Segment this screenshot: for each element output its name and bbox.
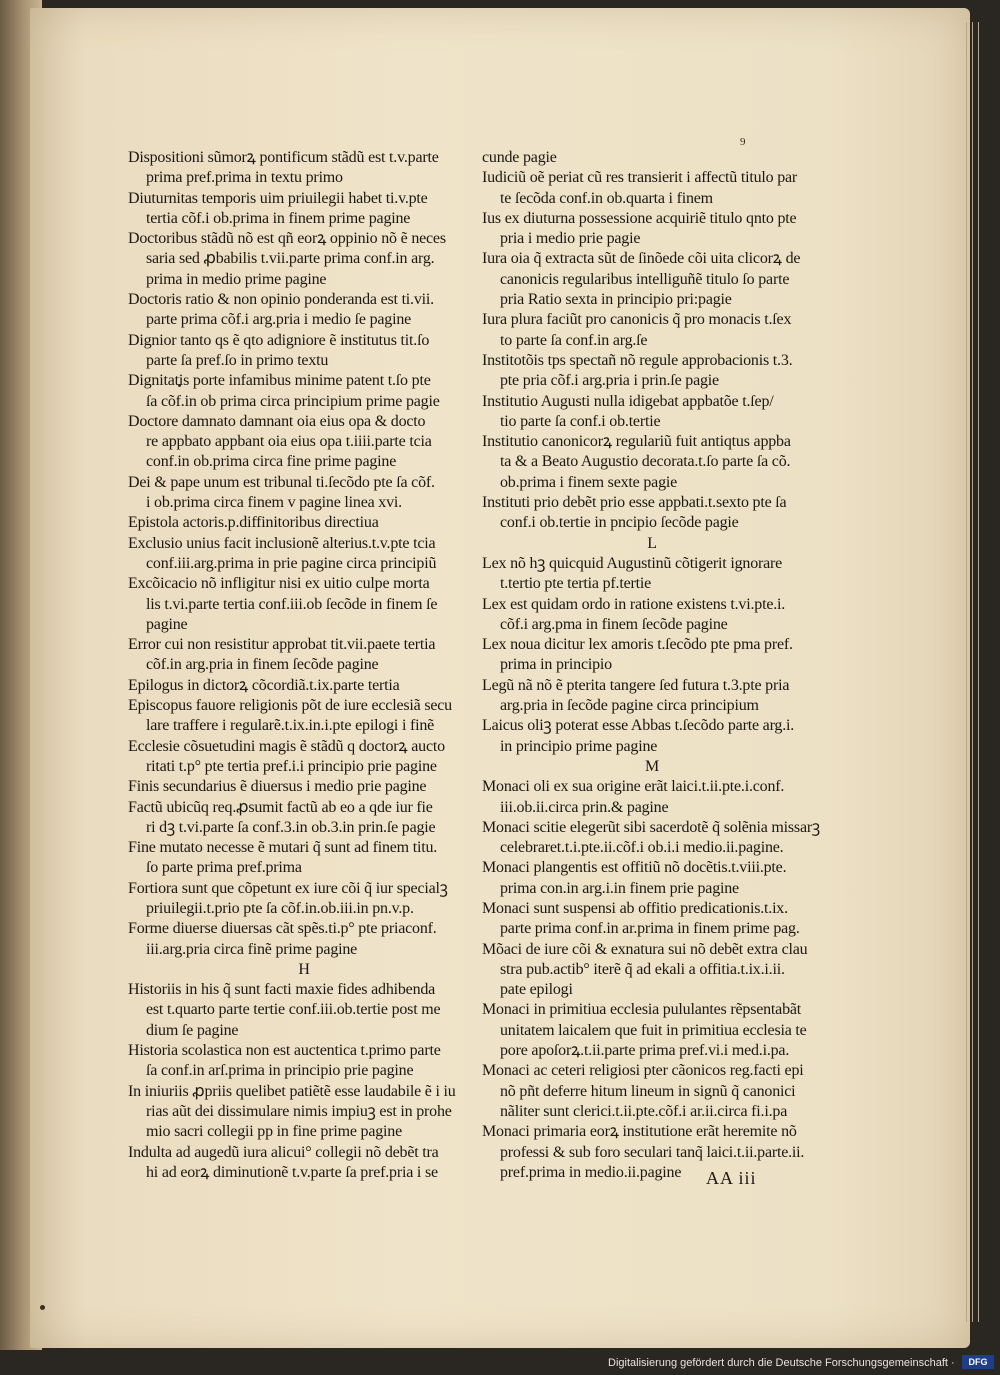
entry-continuation-line: conf.in ob.prima circa fine prime pagine xyxy=(146,453,397,471)
index-entry xyxy=(128,798,480,839)
entry-continuation-line: prima con.in arg.i.in finem prie pagine xyxy=(500,879,739,897)
entry-line: cunde pagie xyxy=(482,149,557,166)
entry-line: In iniuriis ꝓpriis quelibet patiẽtẽ esse laudabile ẽ i iu xyxy=(128,1082,456,1100)
entry-continuation-line: iii.ob.ii.circa prin.& pagine xyxy=(500,798,669,816)
index-entry xyxy=(482,818,822,859)
entry-continuation-line: cõf.in arg.pria in finem ſecõde pagine xyxy=(146,656,379,674)
index-column-right xyxy=(482,148,822,1183)
entry-continuation-line: prima in medio prime pagine xyxy=(146,270,327,288)
ink-speck xyxy=(40,1305,45,1310)
entry-line: Fortiora sunt que cõpetunt ex iure cõi q̃ iur specialꝫ xyxy=(128,879,448,897)
entry-continuation-line: priuilegii.t.prio pte ſa cõf.in.ob.iii.in pn.v.p. xyxy=(146,899,414,917)
entry-continuation-line: cõf.i arg.pma in finem ſecõde pagine xyxy=(500,615,728,633)
index-entry xyxy=(482,1000,822,1061)
entry-line: Dispositioni sũmorꝝ pontificum stãdũ est t.v.parte xyxy=(128,149,439,166)
entry-line: Factũ ubicũq req.ꝓsumit factũ ab eo a qde iur fie xyxy=(128,798,433,816)
entry-continuation-line: pate epilogi xyxy=(500,981,573,999)
page-edge xyxy=(972,22,973,1322)
section-letter: L xyxy=(647,534,657,552)
index-entry xyxy=(128,635,480,676)
entry-continuation-line: pref.prima in medio.ii.pagine xyxy=(500,1163,682,1181)
entry-line: Lex noua dicitur lex amoris t.ſecõdo pte pma pref. xyxy=(482,636,793,654)
index-entry xyxy=(482,899,822,940)
index-entry xyxy=(482,432,822,493)
entry-continuation-line: tio parte ſa conf.i ob.tertie xyxy=(500,412,661,430)
index-entry xyxy=(482,392,822,433)
entry-line: Epilogus in dictorꝝ cõcordiã.t.ix.parte tertia xyxy=(128,676,400,694)
index-entry xyxy=(128,534,480,575)
index-entry xyxy=(128,838,480,879)
section-letter: H xyxy=(298,960,310,978)
index-entry xyxy=(128,513,480,533)
entry-continuation-line: nõ pñt deferre hitum lineum in signũ q̃ canonici xyxy=(500,1082,796,1100)
index-entry xyxy=(482,1061,822,1122)
entry-continuation-line: prima in principio xyxy=(500,656,612,674)
entry-continuation-line: parte prima cõf.i arg.pria i medio ſe pagine xyxy=(146,311,412,329)
entry-continuation-line: to parte ſa conf.in arg.ſe xyxy=(500,331,648,349)
entry-line: Monaci scitie elegerũt sibi sacerdotẽ q̃ solẽnia missarꝫ xyxy=(482,818,820,836)
entry-line: Iura plura faciũt pro canonicis q̃ pro monacis t.ſex xyxy=(482,311,792,329)
entry-line: Institutio Augusti nulla idigebat appbatõe t.ſep/ xyxy=(482,392,774,410)
entry-line: Monaci oli ex sua origine erãt laici.t.ii.pte.i.conf. xyxy=(482,778,785,796)
index-entry xyxy=(128,1041,480,1082)
entry-continuation-line: prima pref.prima in textu primo xyxy=(146,169,343,187)
entry-line: Excõicacio nõ infligitur nisi ex uitio culpe morta xyxy=(128,575,430,593)
index-entry xyxy=(128,879,480,920)
entry-line: Doctoris ratio & non opinio ponderanda est ti.vii. xyxy=(128,291,434,309)
index-entry xyxy=(482,716,822,757)
entry-continuation-line: parte prima conf.in ar.prima in finem prime pag. xyxy=(500,920,800,938)
index-entry xyxy=(128,737,480,778)
entry-continuation-line: ſo parte prima pref.prima xyxy=(146,859,302,877)
entry-line: Dei & pape unum est tribunal ti.ſecõdo pte ſa cõf. xyxy=(128,473,435,491)
index-entry xyxy=(128,148,480,189)
entry-continuation-line: pore apoſorꝝ.t.ii.parte prima pref.vi.i med.i.pa. xyxy=(500,1042,790,1060)
entry-continuation-line: iii.arg.pria circa finẽ prime pagine xyxy=(146,940,358,958)
entry-line: Iura oia q̃ extracta sũt de ſinõede cõi uita clicorꝝ de xyxy=(482,250,801,268)
section-letter: M xyxy=(644,757,660,775)
index-entry xyxy=(482,554,822,595)
entry-continuation-line: arg.pria in ſecõde pagine circa principium xyxy=(500,697,759,715)
entry-continuation-line: tertia cõf.i ob.prima in finem prime pagine xyxy=(146,209,411,227)
index-entry xyxy=(482,209,822,250)
index-entry xyxy=(128,777,480,797)
entry-line: Historiis in his q̃ sunt facti maxie fides adhibenda xyxy=(128,981,436,999)
page-edge xyxy=(978,22,979,1322)
index-entry xyxy=(482,777,822,818)
entry-line: Institutio canonicorꝝ regulariũ fuit antiqtus appba xyxy=(482,433,791,451)
entry-line: Error cui non resistitur approbat tit.vii.paete tertia xyxy=(128,636,436,654)
index-entry xyxy=(482,168,822,209)
entry-continuation-line: hi ad eorꝝ diminutionẽ t.v.parte ſa pref.pria i se xyxy=(146,1163,438,1181)
entry-line: Finis secundarius ẽ diuersus i medio prie pagine xyxy=(128,778,427,796)
index-entry xyxy=(482,940,822,1001)
index-entry xyxy=(128,574,480,635)
entry-line: Diuturnitas temporis uim priuilegii habet ti.v.pte xyxy=(128,189,428,207)
entry-line: Monaci plangentis est offitiũ nõ docẽtis.t.viii.pte. xyxy=(482,859,787,877)
entry-line: Iudiciũ oẽ periat cũ res transierit i affectũ titulo par xyxy=(482,169,798,187)
entry-continuation-line: re appbato appbant oia eius opa t.iiii.parte tcia xyxy=(146,433,432,451)
entry-line: Monaci primaria eorꝝ institutione erãt heremite nõ xyxy=(482,1123,797,1141)
entry-line: Monaci in primitiua ecclesia pululantes rẽpsentabãt xyxy=(482,1001,802,1019)
entry-continuation-line: pagine xyxy=(146,615,188,633)
index-entry xyxy=(482,595,822,636)
entry-line: Legũ nã nõ ẽ pterita tangere ſed futura t.3.pte pria xyxy=(482,676,790,694)
entry-continuation-line: canonicis regularibus intelliguñẽ titulo ſo parte xyxy=(500,270,790,288)
index-entry xyxy=(128,696,480,737)
entry-line: Fine mutato necesse ẽ mutari q̃ sunt ad finem titu. xyxy=(128,839,438,857)
entry-line: Monaci ac ceteri religiosi pter cãonicos reg.facti epi xyxy=(482,1062,804,1080)
entry-continuation-line: pte pria cõf.i arg.pria i prin.ſe pagie xyxy=(500,372,719,390)
entry-line: Forme diuerse diuersas cãt spẽs.ti.p° pte priaconf. xyxy=(128,920,437,938)
entry-line: Dignior tanto qs ẽ qto adigniore ẽ institutus tit.ſo xyxy=(128,331,430,349)
index-entry xyxy=(128,331,480,372)
entry-continuation-line: celebraret.t.i.pte.ii.cõf.i ob.i.i medio.ii.pagine. xyxy=(500,839,784,857)
index-entry xyxy=(128,473,480,514)
entry-line: Doctoribus stãdũ nõ est qñ eorꝝ oppinio nõ ẽ neces xyxy=(128,230,446,248)
entry-line: Monaci sunt suspensi ab offitio predicationis.t.ix. xyxy=(482,899,788,917)
entry-continuation-line: rias aũt dei dissimulare nimis impiuꝫ est in prohe xyxy=(146,1102,452,1120)
entry-continuation-line: ta & a Beato Augustio decorata.t.ſo parte ſa cõ. xyxy=(500,453,791,471)
entry-line: Ecclesie cõsuetudini magis ẽ stãdũ q doctorꝝ aucto xyxy=(128,737,445,755)
entry-continuation-line: te ſecõda conf.in ob.quarta i finem xyxy=(500,189,713,207)
index-entry xyxy=(128,980,480,1041)
entry-continuation-line: pria i medio prie pagie xyxy=(500,230,641,248)
entry-continuation-line: unitatem laicalem que fuit in primitiua ecclesia te xyxy=(500,1021,807,1039)
index-entry xyxy=(128,229,480,290)
index-entry xyxy=(128,189,480,230)
index-entry xyxy=(482,148,822,168)
index-entry xyxy=(482,858,822,899)
entry-line: Epistola actoris.p.diffinitoribus directiua xyxy=(128,514,379,532)
entry-continuation-line: nãliter sunt clerici.t.ii.pte.cõf.i ar.ii.circa fi.i.pa xyxy=(500,1102,788,1120)
entry-continuation-line: conf.i ob.tertie in pncipio ſecõde pagie xyxy=(500,514,739,532)
entry-continuation-line: dium ſe pagine xyxy=(146,1021,239,1039)
entry-continuation-line: stra pub.actib° iterẽ q̃ ad ekali a offitia.t.ix.i.ii. xyxy=(500,960,785,978)
entry-line: Mõaci de iure cõi & exnatura sui nõ debẽt extra clau xyxy=(482,940,808,958)
index-column-left xyxy=(128,148,480,1183)
entry-continuation-line: lare traffere i regularẽ.t.ix.in.i.pte epilogi i finẽ xyxy=(146,717,435,735)
entry-continuation-line: ritati t.p° pte tertia pref.i.i principio prie pagine xyxy=(146,757,437,775)
entry-line: Ius ex diuturna possessione acquiriẽ titulo qnto pte xyxy=(482,209,797,227)
index-entry xyxy=(128,290,480,331)
entry-line: Laicus oliꝫ poterat esse Abbas t.ſecõdo parte arg.i. xyxy=(482,717,795,735)
index-entry xyxy=(482,676,822,717)
dfg-logo: DFG xyxy=(962,1355,994,1369)
index-entry xyxy=(482,351,822,392)
index-entry xyxy=(482,249,822,310)
index-entry xyxy=(482,493,822,534)
entry-continuation-line: lis t.vi.parte tertia conf.iii.ob ſecõde in finem ſe xyxy=(146,595,438,613)
entry-continuation-line: saria sed ꝓbabilis t.vii.parte prima conf.in arg. xyxy=(146,250,435,268)
index-entry xyxy=(128,412,480,473)
entry-line: Historia scolastica non est auctentica t.primo parte xyxy=(128,1042,441,1060)
entry-continuation-line: ob.prima i finem sexte pagie xyxy=(500,473,678,491)
entry-line: Institotõis tps spectañ nõ regule approbacionis t.3. xyxy=(482,351,793,369)
entry-continuation-line: ri dꝫ t.vi.parte ſa conf.3.in ob.3.in prin.ſe pagie xyxy=(146,818,436,836)
index-entry xyxy=(128,919,480,960)
signature-mark: AA iii xyxy=(706,1168,757,1188)
entry-line: Lex est quidam ordo in ratione existens t.vi.pte.i. xyxy=(482,595,786,613)
entry-line: Doctore damnato damnant oia eius opa & docto xyxy=(128,412,426,430)
entry-continuation-line: professi & sub foro seculari tanq̃ laici.t.ii.parte.ii. xyxy=(500,1143,805,1161)
page-edge xyxy=(966,22,967,1322)
entry-continuation-line: mio sacri collegii pp in fine prime pagine xyxy=(146,1123,402,1141)
entry-continuation-line: ſa conf.in arſ.prima in principio prie pagine xyxy=(146,1062,414,1080)
index-entry xyxy=(482,310,822,351)
entry-line: Indulta ad augedũ iura alicui° collegii nõ debẽt tra xyxy=(128,1143,439,1161)
entry-line: Lex nõ hꝫ quicquid Augustinũ cõtigerit ignorare xyxy=(482,554,783,572)
index-entry xyxy=(482,1122,822,1183)
entry-continuation-line: parte ſa pref.ſo in primo textu xyxy=(146,351,329,369)
index-entry xyxy=(128,676,480,696)
entry-line: Episcopus fauore religionis põt de iure ecclesiã secu xyxy=(128,697,452,715)
entry-continuation-line: t.tertio pte tertia pf.tertie xyxy=(500,575,652,593)
entry-line: Dignitatis porte infamibus minime patent t.ſo pte xyxy=(128,372,431,390)
index-entry xyxy=(128,1143,480,1184)
entry-continuation-line: ſa cõf.in ob prima circa principium prime pagie xyxy=(146,392,440,410)
entry-continuation-line: est t.quarto parte tertie conf.iii.ob.tertie post me xyxy=(146,1001,441,1019)
entry-continuation-line: conf.iii.arg.prima in prie pagine circa principiũ xyxy=(146,554,437,572)
index-entry xyxy=(128,1082,480,1143)
index-entry xyxy=(128,371,480,412)
entry-continuation-line: in principio prime pagine xyxy=(500,737,658,755)
entry-continuation-line: pria Ratio sexta in principio pri:pagie xyxy=(500,291,732,309)
index-entry xyxy=(482,635,822,676)
entry-continuation-line: i ob.prima circa finem v pagine linea xvi. xyxy=(146,494,402,512)
digitization-credit: Digitalisierung gefördert durch die Deutsche Forschungsgemeinschaft · xyxy=(608,1357,955,1369)
folio-mark: 9 xyxy=(740,136,746,148)
entry-line: Instituti prio debẽt prio esse appbati.t.sexto pte ſa xyxy=(482,494,787,512)
entry-line: Exclusio unius facit inclusionẽ alterius.t.v.pte tcia xyxy=(128,534,436,552)
